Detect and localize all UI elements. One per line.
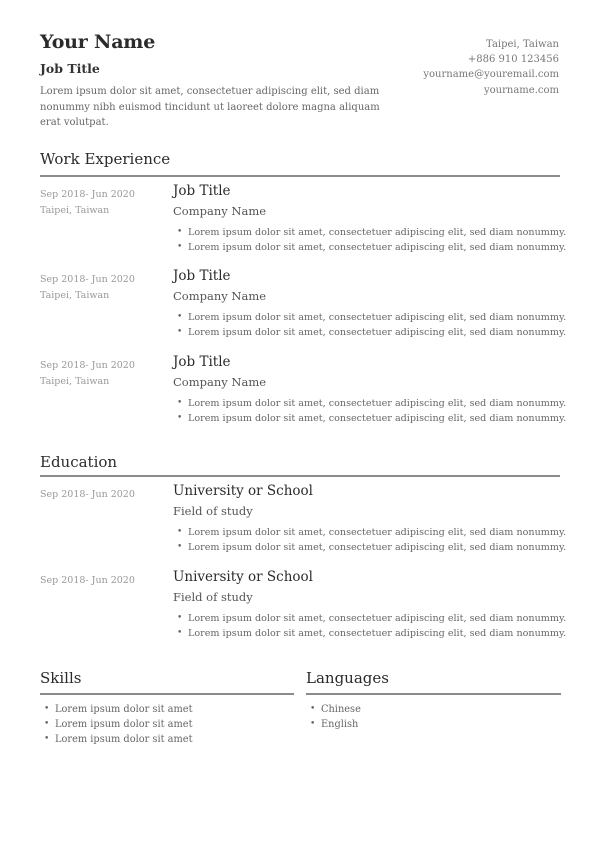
bullet-item: • Lorem ipsum dolor sit amet, consectetuer adipiscing elit, sed diam nonummy. — [173, 225, 566, 240]
skill-item: • Lorem ipsum dolor sit amet — [40, 717, 193, 732]
bullet-item: • Lorem ipsum dolor sit amet, consectetuer adipiscing elit, sed diam nonummy. — [173, 240, 566, 255]
entry-dates: Sep 2018- Jun 2020 — [40, 189, 135, 200]
entry-bullets — [173, 525, 566, 555]
section-divider — [40, 175, 560, 177]
bullet-item: • Lorem ipsum dolor sit amet, consectetuer adipiscing elit, sed diam nonummy. — [173, 310, 566, 325]
entry-dates: Sep 2018- Jun 2020 — [40, 274, 135, 285]
entry-dates: Sep 2018- Jun 2020 — [40, 360, 135, 371]
entry-dates: Sep 2018- Jun 2020 — [40, 489, 135, 500]
entry-job-title: Job Title — [173, 268, 231, 284]
contact-phone: +886 910 123456 — [467, 54, 559, 66]
entry-bullets — [173, 225, 566, 255]
contact-block — [423, 37, 559, 98]
bullet-item: • Lorem ipsum dolor sit amet, consectetuer adipiscing elit, sed diam nonummy. — [173, 626, 566, 641]
bullet-item: • Lorem ipsum dolor sit amet, consectetuer adipiscing elit, sed diam nonummy. — [173, 325, 566, 340]
languages-list — [306, 702, 361, 732]
entry-meta — [40, 187, 165, 218]
bullet-item: • Lorem ipsum dolor sit amet, consectetuer adipiscing elit, sed diam nonummy. — [173, 525, 566, 540]
skill-item: • Lorem ipsum dolor sit amet — [40, 702, 193, 717]
section-divider — [306, 693, 561, 695]
contact-email[interactable]: yourname@youremail.com — [423, 69, 559, 81]
entry-meta — [40, 358, 165, 389]
entry-bullets — [173, 396, 566, 426]
entry-meta — [40, 573, 165, 589]
bullet-item: • Lorem ipsum dolor sit amet, consectetuer adipiscing elit, sed diam nonummy. — [173, 540, 566, 555]
entry-location: Taipei, Taiwan — [40, 375, 110, 387]
section-title-languages: Languages — [306, 669, 389, 687]
entry-meta — [40, 272, 165, 303]
entry-job-title: Job Title — [173, 354, 231, 370]
skills-list — [40, 702, 193, 748]
entry-dates: Sep 2018- Jun 2020 — [40, 575, 135, 586]
entry-school: University or School — [173, 569, 313, 585]
candidate-name: Your Name — [40, 31, 156, 53]
entry-company: Company Name — [173, 204, 267, 218]
skill-item: • Lorem ipsum dolor sit amet — [40, 732, 193, 747]
section-divider — [40, 693, 294, 695]
entry-company: Company Name — [173, 375, 267, 389]
contact-location: Taipei, Taiwan — [486, 39, 559, 50]
language-item: • English — [306, 717, 361, 732]
section-title-skills: Skills — [40, 669, 82, 687]
profile-summary: Lorem ipsum dolor sit amet, consectetuer adipiscing elit, sed diam nonummy nibh euismod tincidunt ut laoreet dolore magna aliquam erat volutpat. — [40, 86, 380, 128]
section-title-work-experience: Work Experience — [40, 150, 171, 168]
bullet-item: • Lorem ipsum dolor sit amet, consectetuer adipiscing elit, sed diam nonummy. — [173, 411, 566, 426]
entry-location: Taipei, Taiwan — [40, 204, 110, 216]
entry-company: Company Name — [173, 289, 267, 303]
language-item: • Chinese — [306, 702, 361, 717]
section-divider — [40, 475, 560, 477]
section-title-education: Education — [40, 453, 118, 471]
entry-job-title: Job Title — [173, 183, 231, 199]
entry-location: Taipei, Taiwan — [40, 289, 110, 301]
entry-meta — [40, 487, 165, 503]
bullet-item: • Lorem ipsum dolor sit amet, consectetuer adipiscing elit, sed diam nonummy. — [173, 396, 566, 411]
entry-field-of-study: Field of study — [173, 590, 253, 604]
entry-school: University or School — [173, 483, 313, 499]
entry-field-of-study: Field of study — [173, 504, 253, 518]
entry-bullets — [173, 310, 566, 340]
bullet-item: • Lorem ipsum dolor sit amet, consectetuer adipiscing elit, sed diam nonummy. — [173, 611, 566, 626]
entry-bullets — [173, 611, 566, 641]
candidate-job-title: Job Title — [40, 61, 100, 76]
contact-website[interactable]: yourname.com — [484, 84, 559, 96]
